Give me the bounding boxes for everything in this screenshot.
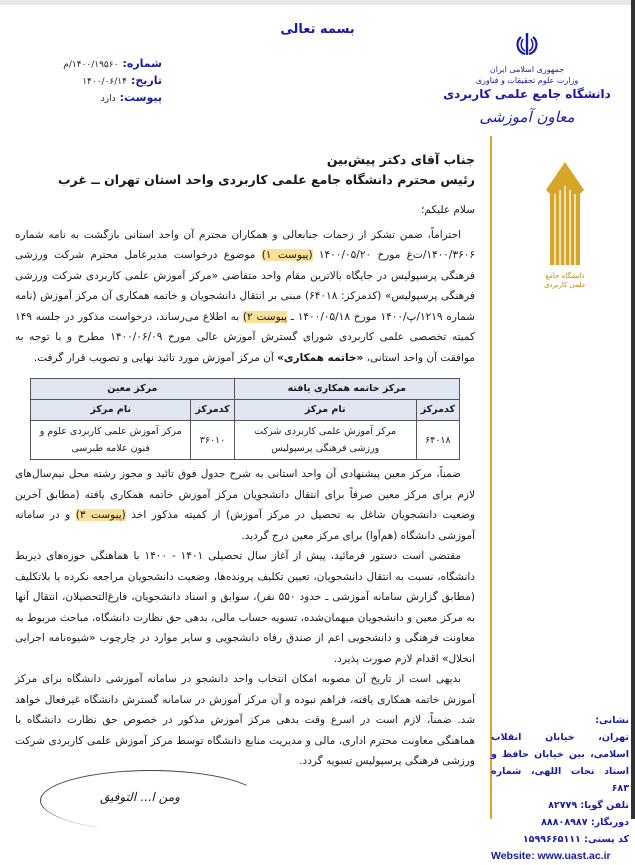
letter-body (15, 150, 475, 772)
letter-metadata (62, 56, 162, 107)
paragraph-3: مقتضی است دستور فرمائید، پیش از آغاز سال تحصیلی ۱۴۰۱ - ۱۴۰۰ با هماهنگی حوزه‌های ذیربط دانشگاه، نسبت به انتقال دانشجویان، تعیین تکلیف پرونده‌ها، وضعیت دانشجویان مراجعه نکرده یا بلاتکلیف (مطابق گزارش سامانه آموزشی ـ حدود ۵۵۰ نفر)، سوابق و اسناد دانشجویان، فارغ‌التحصیلان، انتقال آنها به مرکز معین و دانشجویان میهمان‌شده، تسویه حساب مالی، بدهی حق نظارت دانشگاه، مباحث مربوط به معاونت فرهنگی و دانشجویی اعم از صندق رفاه دانشجویی و سایر موارد در چارچوب «شیوه‌نامه اجرایی انحلال» اقدام لازم صورت پذیرد. (15, 550, 475, 665)
col-code-supporting: کدمرکز (191, 400, 234, 421)
p1-text-a: احتراماً، ضمن تشکر از زحمات جنابعالی و همکاران محترم آن واحد استانی بازگشت به نامه شماره ۱۴۰۰/۳۶۰۶/ت‌غ مورخ ۱۴۰۰/۰۵/۲۰ (15, 228, 476, 261)
centers-table (30, 378, 460, 460)
p2-text-a: ضمناً، مرکز معین پیشنهادی آن واحد استانی به شرح جدول فوق تائید و مجوز رشته محل نیم‌سال‌های لازم برای مرکز معین صرفاً برای انتقال دانشجویان مرکز آموزش خاتمه همکاری یافته (مطابق آخرین وضعیت دانشجویان شاغل به تحصیل در مرکز آموزش) از کمیته مذکور اخذ (15, 468, 475, 521)
postal-code: کد پستی: ۱۵۹۹۶۶۵۱۱۱ (522, 834, 629, 845)
table-row (31, 421, 460, 460)
address-text: تهران، خیابان انقلاب اسلامی، بین خیابان حافظ و استاد نجات اللهی، شماره ۶۸۳ (491, 732, 629, 794)
p1-text-c: به اطلاع می‌رساند، درخواست مذکور در جلسه ۱۴۹ کمیته تخصصی علمی کاربردی شورای گسترش آموزش عالی مورخ ۱۴۰۰/۰۶/۰۹ مطرح و با توجه به موافقت آن واحد استانی، (15, 310, 475, 364)
logo-line-ministry: وزارت علوم تحقیقات و فناوری (475, 76, 579, 85)
col-name-supporting: نام مرکز (31, 400, 191, 421)
date-row (62, 73, 162, 90)
attachment-label: پیوست: (119, 91, 162, 104)
greeting: سلام علیکم؛ (421, 204, 475, 216)
paragraph-1 (15, 225, 475, 369)
page-edge (631, 0, 635, 819)
supporting-code: ۳۶۰۱۰ (191, 421, 234, 460)
attachment-value: دارد (100, 94, 116, 104)
university-mark-icon (540, 160, 590, 270)
recipient-title: رئیس محترم دانشگاه جامع علمی کاربردی واحد استان تهران ــ غرب (58, 172, 475, 187)
mark-caption-line2: علمی کاربردی (544, 281, 586, 289)
paragraph-2 (15, 464, 475, 546)
table-group-header (31, 379, 460, 400)
address-block (491, 712, 629, 865)
date-value: ۱۴۰۰/۰۶/۱۴ (82, 77, 127, 87)
recipient-name: جناب آقای دکتر پیش‌بین (326, 152, 475, 167)
attachment-row (62, 90, 162, 107)
date-label: تاریخ: (130, 74, 162, 87)
fax: دورنگار: ۸۸۸۰۸۹۸۷ (541, 817, 629, 828)
phone: تلفن گویا: ۸۲۷۷۹ (548, 800, 629, 811)
attachment-2-ref: پیوست ۲) (242, 310, 288, 323)
termination-term: «خاتمه همکاری» (277, 351, 364, 364)
closing-phrase: ومن ا... التوفیق (100, 790, 180, 804)
attachment-1-ref: (پیوست ۱) (261, 249, 313, 261)
logo-line-university: دانشگاه جامع علمی کاربردی (443, 87, 611, 101)
mark-caption-line1: دانشگاه جامع (545, 272, 585, 280)
top-edge (0, 0, 635, 5)
number-row (62, 56, 162, 73)
attachment-3-ref: (پیوست ۳) (75, 509, 126, 521)
header-supporting-center: مرکز معین (31, 379, 235, 400)
paragraph-4: بدیهی است از تاریخ آن مصوبه امکان انتخاب واحد دانشجو در سامانه آموزشی دانشگاه برای مرکز آموزش خاتمه همکاری یافته، فراهم نبوده و آن مرکز آموزش در سامانه گسترش دانشگاه غیرفعال خواهد شد. ضمناً، لازم است در اسرع وقت بدهی مرکز آموزش مذکور در خصوص حق نظارت دانشگاه با هماهنگی معاونت محترم اداری، مالی و مدیریت منابع دانشگاه توسط مرکز آموزش علمی کاربردی شرکت ورزشی فرهنگی پرسپولیس تسویه گردد. (15, 673, 475, 767)
col-code-terminated: کدمرکز (416, 400, 459, 421)
p1-text-b: موضوع درخواست مدیرعامل محترم شرکت ورزشی فرهنگی پرسپولیس در جایگاه بالاترین مقام واحد متقاضی «مرکز آموزش علمی کاربردی شرکت ورزشی فرهنگی پرسپولیس» (کدمرکز: ۶۴۰۱۸) مبنی بر انتقال دانشجویان و خاتمه همکاری آن مرکز آموزش (نامه شماره ۱۲۱۹/پ/۱۴۰۰ مورخ ۱۴۰۰/۰۵/۱۸ ـ (15, 249, 475, 323)
p1-text-d: آن مرکز آموزش مورد تائید نهایی و تصویب قرار گرفت. (33, 351, 278, 364)
address-label: نشانی: (595, 715, 629, 726)
terminated-code: ۶۴۰۱۸ (416, 421, 459, 460)
supporting-name: مرکز آموزش علمی کاربردی علوم و فنون علامه طبرسی (31, 421, 191, 460)
number-value: ۱۴۰۰/۱۹۵۶۰/م (63, 60, 119, 70)
table-column-header (31, 400, 460, 421)
university-logo-block (427, 30, 627, 128)
mark-caption (537, 272, 593, 290)
basmala-heading: بسمه تعالی (280, 22, 355, 37)
col-name-terminated: نام مرکز (234, 400, 416, 421)
logo-line-deputy: معاون آموزشی (479, 108, 575, 126)
number-label: شماره: (122, 57, 162, 70)
p2-text-b: و در سامانه آموزشی دانشگاه (هم‌آوا) برای مرکز معین درج گردید. (15, 509, 475, 542)
header-terminated-center: مرکز خاتمه همکاری یافته (234, 379, 459, 400)
website-link[interactable]: Website: www.uast.ac.ir (491, 850, 611, 862)
terminated-name: مرکز آموزش علمی کاربردی شرکت ورزشی فرهنگی پرسپولیس (234, 421, 416, 460)
logo-line-republic: جمهوری اسلامی ایران (489, 65, 565, 74)
iran-emblem-icon (513, 30, 541, 58)
